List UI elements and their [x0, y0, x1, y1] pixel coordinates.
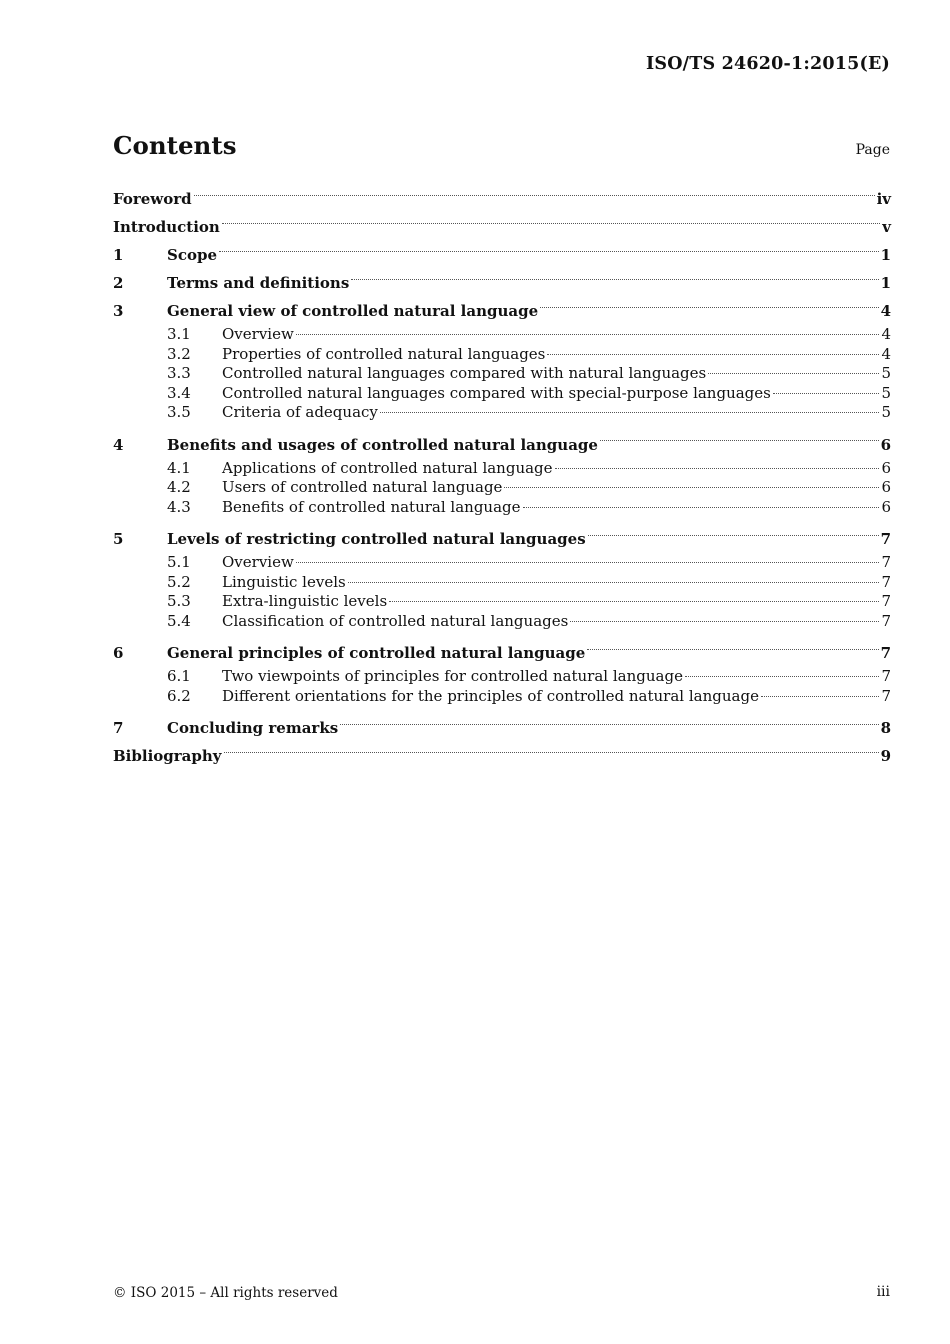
- toc-entry-page: 6: [881, 478, 891, 496]
- toc-entry-number: 5.2: [167, 572, 191, 591]
- dot-leader: [348, 582, 880, 583]
- toc-entry[interactable]: [113, 714, 891, 742]
- toc-entry[interactable]: [113, 213, 891, 241]
- footer-copyright: © ISO 2015 – All rights reserved: [113, 1285, 338, 1301]
- dot-leader: [380, 412, 880, 413]
- toc-entry-page: 7: [881, 553, 891, 571]
- toc-entry-page: 7: [880, 644, 891, 662]
- toc-entry-title: Controlled natural languages compared with natural languages: [222, 364, 707, 382]
- dot-leader: [224, 752, 879, 753]
- toc-subentry[interactable]: [113, 553, 891, 573]
- dot-leader: [555, 468, 880, 469]
- toc-subentry[interactable]: [113, 384, 891, 404]
- dot-leader: [504, 487, 879, 488]
- toc-entry[interactable]: [113, 431, 891, 459]
- toc-entry-number: 5.3: [167, 592, 191, 610]
- toc-entry-title: Users of controlled natural language: [222, 478, 503, 496]
- toc-entry-page: 6: [881, 458, 891, 477]
- toc-subentry[interactable]: [113, 687, 891, 707]
- toc-subentry[interactable]: [113, 478, 891, 498]
- toc-entry-title: General principles of controlled natural language: [167, 644, 586, 662]
- dot-leader: [588, 535, 879, 536]
- toc-entry[interactable]: [113, 639, 891, 667]
- dot-leader: [219, 251, 879, 252]
- toc-entry-page: 5: [881, 364, 891, 382]
- toc-entry-page: 5: [881, 383, 891, 402]
- dot-leader: [587, 649, 878, 650]
- toc-entry-title: Scope: [167, 246, 218, 264]
- toc-entry-number: 6.2: [167, 686, 191, 705]
- toc-entry-page: 9: [880, 747, 891, 765]
- toc-entry-number: 4.3: [167, 497, 191, 516]
- dot-leader: [600, 440, 879, 441]
- dot-leader: [351, 279, 878, 280]
- toc-entry-number: 4.2: [167, 478, 191, 496]
- toc-entry-page: 6: [880, 435, 891, 454]
- toc-entry-number: 1: [113, 246, 124, 264]
- toc-entry-page: 4: [881, 325, 891, 343]
- dot-leader: [523, 507, 880, 508]
- dot-leader: [540, 307, 878, 308]
- toc-entry[interactable]: [113, 525, 891, 553]
- dot-leader: [389, 601, 879, 602]
- dot-leader: [340, 724, 878, 725]
- dot-leader: [761, 696, 880, 697]
- toc-entry-number: 2: [113, 274, 124, 292]
- toc-entry-page: iv: [876, 190, 891, 208]
- contents-heading: Contents: [113, 131, 237, 160]
- toc-subentry[interactable]: [113, 667, 891, 687]
- dot-leader: [773, 393, 880, 394]
- toc-entry-number: 7: [113, 719, 124, 737]
- toc-entry-title: Different orientations for the principles of controlled natural language: [222, 686, 759, 705]
- document-id: ISO/TS 24620-1:2015(E): [646, 54, 890, 74]
- toc-entry-number: 3.3: [167, 364, 191, 382]
- toc-entry[interactable]: [113, 742, 891, 770]
- toc-entry-title: Concluding remarks: [167, 719, 339, 737]
- toc-entry-number: 4.1: [167, 458, 191, 477]
- toc-entry-title: Levels of restricting controlled natural languages: [167, 530, 586, 548]
- toc-subentry[interactable]: [113, 573, 891, 593]
- toc-entry[interactable]: [113, 297, 891, 325]
- toc-subentry[interactable]: [113, 592, 891, 612]
- dot-leader: [194, 195, 875, 196]
- toc-entry-page: 7: [881, 611, 891, 630]
- toc-entry-title: Bibliography: [113, 747, 222, 765]
- dot-leader: [708, 373, 879, 374]
- page-column-label: Page: [855, 142, 890, 158]
- toc-entry-title: Linguistic levels: [222, 572, 346, 591]
- toc-subentry[interactable]: [113, 364, 891, 384]
- toc-entry-number: 3.1: [167, 325, 191, 343]
- toc-entry-title: General view of controlled natural language: [167, 302, 539, 320]
- toc-entry-title: Applications of controlled natural language: [222, 458, 553, 477]
- toc-subentry[interactable]: [113, 459, 891, 479]
- toc-entry-number: 6.1: [167, 667, 191, 685]
- toc-entry-number: 3.2: [167, 344, 191, 363]
- dot-leader: [547, 354, 879, 355]
- toc-entry-page: v: [882, 218, 891, 236]
- toc-entry-page: 7: [881, 667, 891, 685]
- toc-entry-title: Classification of controlled natural languages: [222, 611, 569, 630]
- toc-entry-number: 5.4: [167, 611, 191, 630]
- toc-subentry[interactable]: [113, 612, 891, 632]
- toc-entry-title: Overview: [222, 325, 294, 343]
- toc-entry-title: Two viewpoints of principles for controlled natural language: [222, 667, 683, 685]
- dot-leader: [685, 676, 880, 677]
- toc-entry-page: 4: [881, 344, 891, 363]
- dot-leader: [570, 621, 879, 622]
- table-of-contents: [113, 185, 891, 770]
- toc-entry[interactable]: [113, 185, 891, 213]
- footer-page-number: iii: [876, 1284, 890, 1300]
- toc-entry[interactable]: [113, 241, 891, 269]
- toc-entry-title: Foreword: [113, 190, 192, 208]
- toc-entry-page: 4: [880, 302, 891, 320]
- toc-entry-page: 7: [881, 572, 891, 591]
- toc-entry-title: Properties of controlled natural languages: [222, 344, 546, 363]
- toc-entry-page: 8: [880, 719, 891, 737]
- toc-entry-number: 6: [113, 644, 124, 662]
- toc-entry-number: 3: [113, 302, 124, 320]
- toc-entry-page: 7: [880, 530, 891, 548]
- toc-entry-number: 3.5: [167, 403, 191, 421]
- toc-entry-number: 4: [113, 435, 124, 454]
- dot-leader: [296, 562, 880, 563]
- toc-entry-title: Controlled natural languages compared with special-purpose languages: [222, 383, 771, 402]
- toc-subentry[interactable]: [113, 345, 891, 365]
- toc-entry-title: Introduction: [113, 218, 220, 236]
- toc-entry-page: 7: [881, 686, 891, 705]
- toc-entry-page: 1: [880, 246, 891, 264]
- toc-subentry[interactable]: [113, 498, 891, 518]
- toc-entry-page: 1: [880, 274, 891, 292]
- toc-entry-number: 5: [113, 530, 124, 548]
- toc-entry-number: 3.4: [167, 383, 191, 402]
- toc-entry-page: 5: [881, 403, 891, 421]
- toc-entry[interactable]: [113, 269, 891, 297]
- dot-leader: [222, 223, 880, 224]
- toc-entry-number: 5.1: [167, 553, 191, 571]
- toc-entry-page: 6: [881, 497, 891, 516]
- toc-entry-title: Extra-linguistic levels: [222, 592, 388, 610]
- toc-subentry[interactable]: [113, 403, 891, 423]
- toc-entry-page: 7: [881, 592, 891, 610]
- toc-entry-title: Terms and definitions: [167, 274, 350, 292]
- dot-leader: [296, 334, 880, 335]
- toc-entry-title: Overview: [222, 553, 294, 571]
- toc-entry-title: Criteria of adequacy: [222, 403, 378, 421]
- toc-subentry[interactable]: [113, 325, 891, 345]
- toc-entry-title: Benefits and usages of controlled natural language: [167, 435, 598, 454]
- toc-entry-title: Benefits of controlled natural language: [222, 497, 521, 516]
